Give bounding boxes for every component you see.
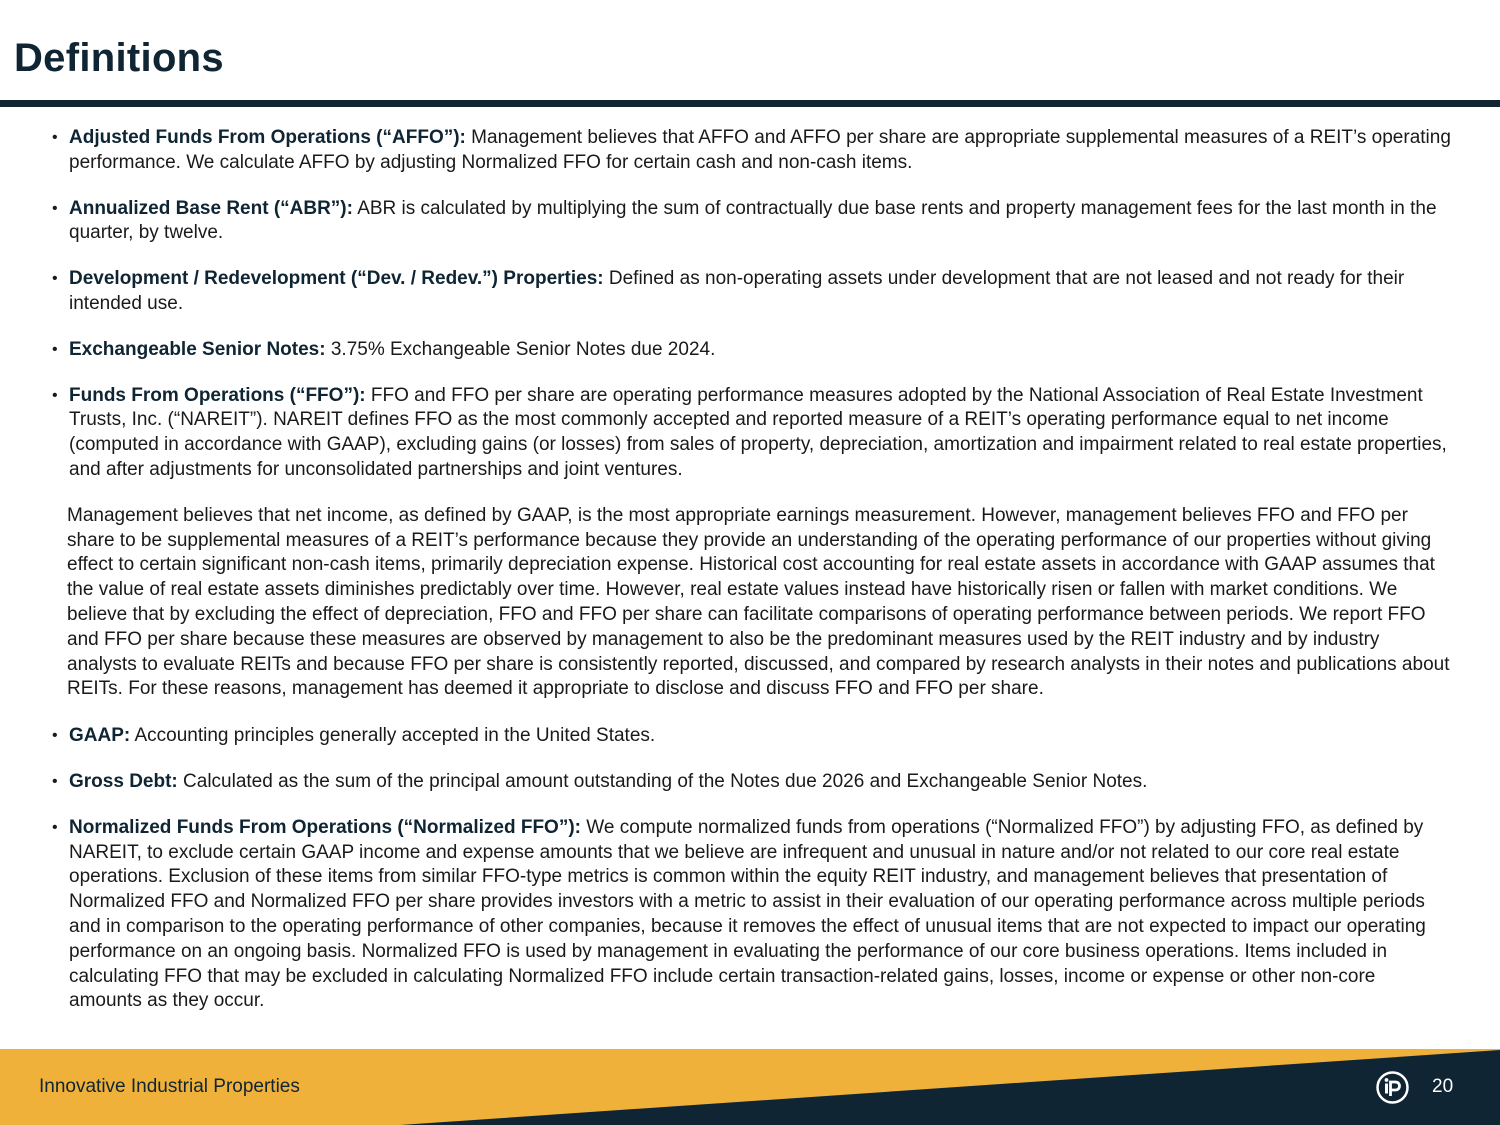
- definition-gross-debt: [52, 770, 1452, 795]
- definition-term: Funds From Operations (“FFO”):: [69, 384, 366, 406]
- bullet-icon: •: [52, 772, 58, 790]
- definition-ffo: [52, 384, 1452, 483]
- definition-text: ABR is calculated by multiplying the sum of contractually due base rents and property management fees for the last month in the quarter, by twelve.: [69, 197, 1437, 244]
- footer-company-name: Innovative Industrial Properties: [39, 1076, 300, 1097]
- definition-abr: [52, 197, 1452, 247]
- definition-text: Defined as non-operating assets under development that are not leased and not ready for their intended use.: [69, 268, 1405, 314]
- definition-term: GAAP:: [69, 725, 131, 747]
- definition-text: Management believes that AFFO and AFFO per share are appropriate supplemental measures of a REIT’s operating performance. We calculate AFFO by adjusting Normalized FFO for certain cash and non-cash items.: [69, 127, 1451, 173]
- bullet-icon: •: [52, 818, 58, 836]
- bullet-icon: •: [52, 129, 58, 146]
- definition-term: Annualized Base Rent (“ABR”):: [69, 197, 353, 219]
- definition-text: 3.75% Exchangeable Senior Notes due 2024.: [325, 338, 716, 360]
- definition-term: Gross Debt:: [69, 770, 178, 792]
- definition-gaap: [52, 724, 1452, 749]
- definition-text: We compute normalized funds from operations (“Normalized FFO”) by adjusting FFO, as defined by NAREIT, to exclude certain GAAP income and expense amounts that we believe are infrequent and unusual in nature and/or not related to our core real estate operations. Exclusion of these items from similar FFO-type metrics is common within the equity REIT industry, and management believes that presentation of Normalized FFO and Normalized FFO per share provides investors with a metric to assist in their evaluation of our operating performance across multiple periods and in comparison to the operating performance of other companies, because it removes the effect of unusual items that are not expected to impact our operating performance on an ongoing basis. Normalized FFO is used by management in evaluating the performance of our core business operations. Items included in calculating FFO that may be excluded in calculating Normalized FFO include certain transaction-related gains, losses, income or expense or other non-core amounts as they occur.: [69, 816, 1426, 1012]
- bullet-icon: •: [52, 727, 58, 745]
- definition-text: Calculated as the sum of the principal amount outstanding of the Notes due 2026 and Exchangeable Senior Notes.: [177, 770, 1148, 792]
- definition-term: Exchangeable Senior Notes:: [69, 338, 326, 360]
- ffo-explanation-paragraph: Management believes that net income, as defined by GAAP, is the most appropriate earnings measurement. However, management believes FFO and FFO per share to be supplemental measures of a REIT’s performance because they provide an understanding of the operating performance of our properties without giving effect to certain significant non-cash items, primarily depreciation expense. Historical cost accounting for real estate assets in accordance with GAAP assumes that the value of real estate assets diminishes predictably over time. However, real estate values instead have historically risen or fallen with market conditions. We believe that by excluding the effect of depreciation, FFO and FFO per share can facilitate comparisons of operating performance between periods. We report FFO and FFO per share because these measures are observed by management to also be the predominant measures used by the REIT industry and by industry analysts to evaluate REITs and because FFO per share is consistently reported, discussed, and compared by research analysts in their notes and publications about REITs. For these reasons, management has deemed it appropriate to disclose and discuss FFO and FFO per share.: [67, 504, 1450, 700]
- iip-logo-icon: [1376, 1071, 1409, 1104]
- definition-text: Accounting principles generally accepted in the United States.: [130, 725, 656, 747]
- definition-affo: [52, 126, 1452, 176]
- page-title: Definitions: [14, 36, 224, 80]
- bullet-icon: •: [52, 340, 58, 358]
- definitions-list: [52, 126, 1452, 1035]
- definition-normalized-ffo: [52, 816, 1452, 1014]
- definition-term: Normalized Funds From Operations (“Normalized FFO”):: [69, 816, 581, 838]
- definition-text: FFO and FFO per share are operating performance measures adopted by the National Association of Real Estate Investment Trusts, Inc. (“NAREIT”). NAREIT defines FFO as the most commonly accepted and reported measure of a REIT’s operating performance equal to net income (computed in accordance with GAAP), excluding gains (or losses) from sales of property, depreciation, amortization and impairment related to real estate properties, and after adjustments for unconsolidated partnerships and joint ventures.: [69, 384, 1447, 480]
- definition-term: Adjusted Funds From Operations (“AFFO”):: [69, 127, 466, 148]
- bullet-icon: •: [52, 386, 58, 404]
- title-divider: [0, 100, 1500, 107]
- bullet-icon: •: [52, 270, 58, 288]
- page-number: 20: [1432, 1076, 1454, 1097]
- definition-dev-redev: [52, 267, 1452, 317]
- definition-term: Development / Redevelopment (“Dev. / Redev.”) Properties:: [69, 268, 604, 290]
- bullet-icon: •: [52, 199, 58, 217]
- definition-exchangeable-notes: [52, 338, 1452, 363]
